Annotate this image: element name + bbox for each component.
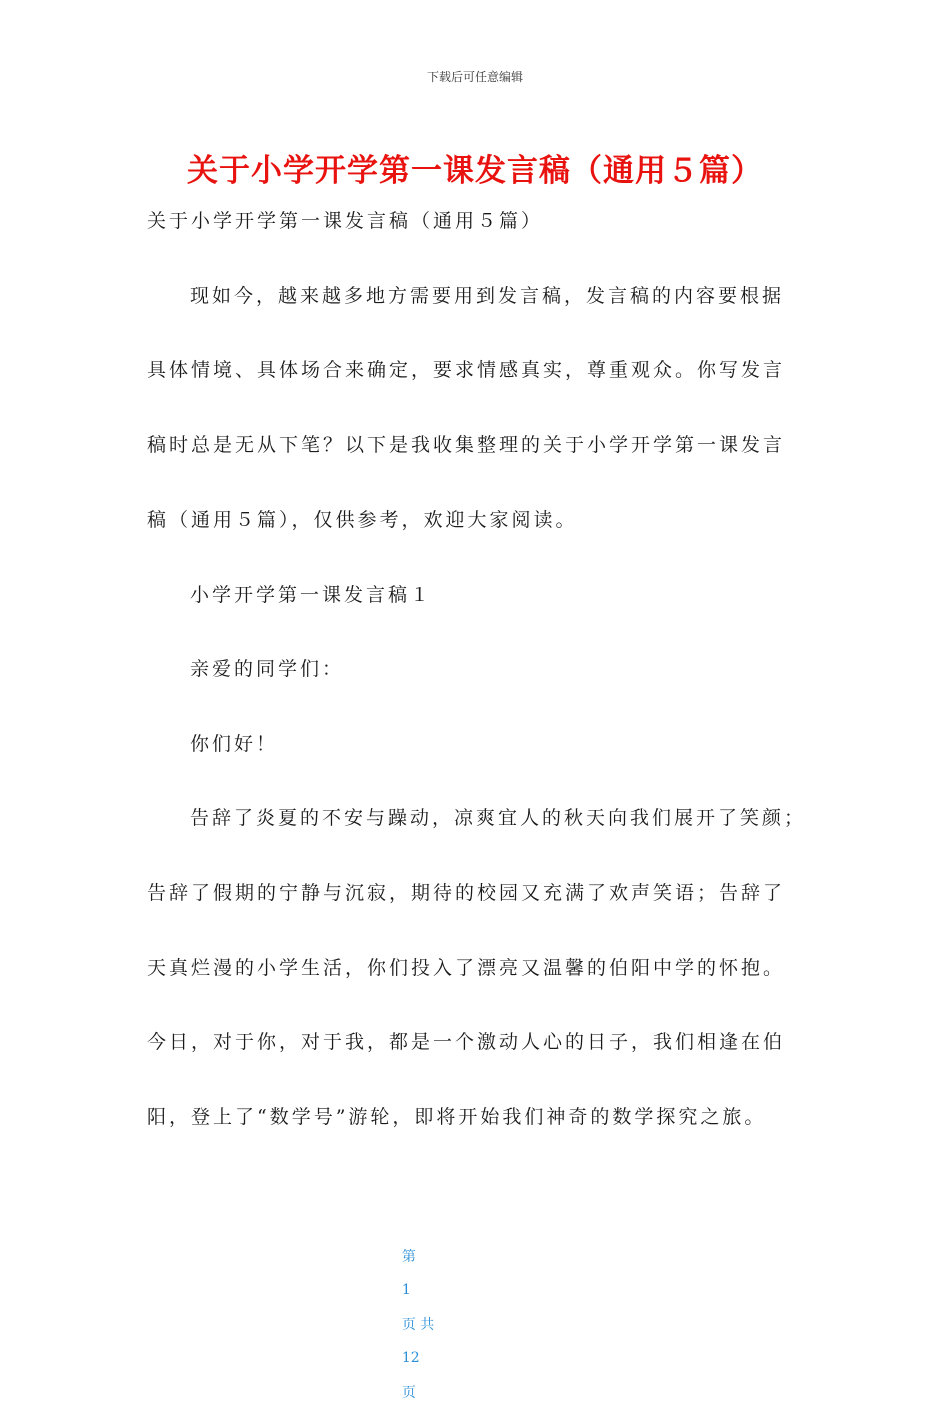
salutation: 亲爱的同学们： — [190, 658, 345, 680]
footer-middle: 页 共 — [401, 1317, 435, 1333]
paragraph-line: 现如今，越来越多地方需要用到发言稿，发言稿的内容要根据 — [190, 285, 785, 307]
paragraph-line: 阳，登上了“数学号”游轮，即将开始我们神奇的数学探究之旅。 — [147, 1106, 767, 1128]
page-footer — [384, 1230, 434, 1418]
greeting: 你们好！ — [190, 733, 279, 755]
footer-total-pages: 12 — [401, 1350, 420, 1366]
paragraph-line: 今日，对于你，对于我，都是一个激动人心的日子，我们相逢在伯 — [147, 1031, 786, 1053]
header-note: 下载后可任意编辑 — [426, 70, 523, 84]
footer-suffix: 页 — [401, 1385, 416, 1401]
document-title: 关于小学开学第一课发言稿（通用５篇） — [187, 153, 763, 189]
paragraph-line: 稿时总是无从下笔？以下是我收集整理的关于小学开学第一课发言 — [147, 434, 786, 456]
footer-current-page: 1 — [401, 1282, 411, 1298]
paragraph-line: 告辞了假期的宁静与沉寂，期待的校园又充满了欢声笑语；告辞了 — [147, 882, 786, 904]
footer-prefix: 第 — [401, 1249, 416, 1265]
paragraph-line: 具体情境、具体场合来确定，要求情感真实，尊重观众。你写发言 — [147, 359, 786, 381]
paragraph-line: 天真烂漫的小学生活，你们投入了漂亮又温馨的伯阳中学的怀抱。 — [147, 957, 786, 979]
section-heading: 小学开学第一课发言稿１ — [190, 584, 433, 606]
paragraph-line: 告辞了炎夏的不安与躁动，凉爽宜人的秋天向我们展开了笑颜； — [190, 807, 807, 829]
document-subtitle: 关于小学开学第一课发言稿（通用５篇） — [147, 210, 544, 232]
paragraph-line: 稿（通用５篇），仅供参考，欢迎大家阅读。 — [147, 509, 578, 531]
